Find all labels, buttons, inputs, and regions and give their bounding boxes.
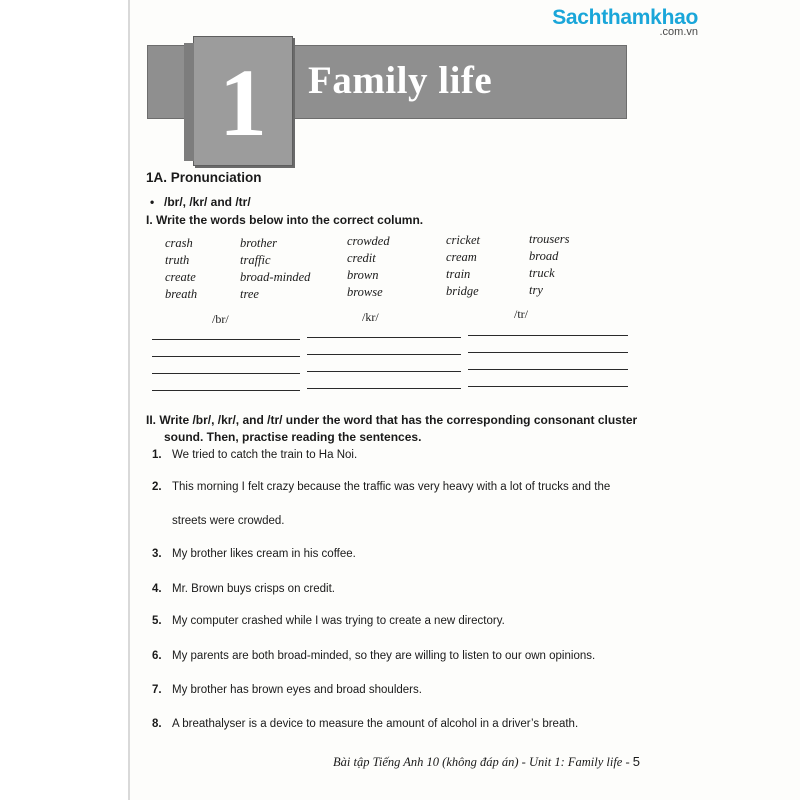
word-item: truth — [165, 253, 190, 267]
sentence-text: My parents are both broad-minded, so they are willing to listen to our own opinions. — [172, 650, 596, 662]
sentence — [152, 718, 578, 730]
footer-text: Bài tập Tiếng Anh 10 (không đáp án) - Unit 1: Family life - — [333, 755, 633, 769]
answer-line — [468, 369, 628, 370]
word-item: crash — [165, 236, 193, 250]
sentence — [152, 515, 285, 527]
exercise2-instruction-2: sound. Then, practise reading the sentences. — [164, 430, 422, 444]
word-item: breath — [165, 287, 198, 301]
sentence-text: streets were crowded. — [172, 515, 285, 527]
sentence — [152, 548, 356, 560]
sentence-number: 6. — [152, 650, 162, 662]
unit-number: 1 — [219, 49, 267, 156]
answer-line — [468, 386, 628, 387]
column-header-kr: /kr/ — [362, 310, 379, 324]
word-item: bridge — [446, 284, 479, 298]
sentence-text: My brother has brown eyes and broad shoulders. — [172, 684, 422, 696]
sentence-number: 2. — [152, 481, 162, 493]
page-number: 5 — [632, 754, 640, 769]
sentence-text: My brother likes cream in his coffee. — [172, 548, 356, 560]
answer-line — [152, 339, 300, 340]
section-title: 1A. Pronunciation — [146, 170, 262, 185]
answer-line — [307, 388, 461, 389]
word-item: trousers — [529, 232, 570, 246]
sentence — [152, 583, 335, 595]
sentence-text: A breathalyser is a device to measure the amount of alcohol in a driver’s breath. — [172, 718, 579, 730]
word-item: traffic — [240, 253, 271, 267]
word-item: create — [165, 270, 196, 284]
column-header-tr: /tr/ — [514, 307, 528, 321]
word-item: browse — [347, 285, 383, 299]
page-binding-margin — [0, 0, 128, 800]
watermark — [552, 6, 698, 38]
answer-line — [468, 335, 628, 336]
word-item: broad-minded — [240, 270, 311, 284]
sentence-number: 8. — [152, 718, 162, 730]
sentence-text: We tried to catch the train to Ha Noi. — [172, 449, 358, 461]
word-item: try — [529, 283, 543, 297]
sentence — [152, 650, 595, 662]
answer-line — [307, 371, 461, 372]
sentence-number: 4. — [152, 583, 162, 595]
sentence — [152, 449, 357, 461]
sentence-number: 1. — [152, 449, 162, 461]
bullet: • — [150, 195, 155, 209]
exercise2-instruction-1: II. Write /br/, /kr/, and /tr/ under the word that has the corresponding consonant cluster — [146, 413, 638, 427]
watermark-sub: .com.vn — [659, 26, 698, 38]
word-item: tree — [240, 287, 259, 301]
sentence-number: 7. — [152, 684, 162, 696]
word-item: truck — [529, 266, 555, 280]
exercise1-instruction: I. Write the words below into the correct column. — [146, 213, 424, 227]
word-item: cricket — [446, 233, 481, 247]
answer-line — [307, 354, 461, 355]
word-item: credit — [347, 251, 376, 265]
word-item: brother — [240, 236, 278, 250]
unit-number-box — [193, 36, 293, 166]
word-item: train — [446, 267, 471, 281]
word-item: cream — [446, 250, 477, 264]
sounds-text: /br/, /kr/ and /tr/ — [164, 195, 251, 209]
word-item: brown — [347, 268, 379, 282]
sentence-number: 3. — [152, 548, 162, 560]
word-item: broad — [529, 249, 559, 263]
answer-line — [152, 390, 300, 391]
page-footer — [333, 754, 640, 770]
answer-line — [307, 337, 461, 338]
watermark-main: Sachthamkhao — [552, 6, 698, 29]
sentence-text: My computer crashed while I was trying to create a new directory. — [172, 615, 505, 627]
sounds-line — [150, 195, 251, 209]
answer-line — [468, 352, 628, 353]
answer-line — [152, 356, 300, 357]
sentence — [152, 481, 610, 493]
word-item: crowded — [347, 234, 390, 248]
sentence-number: 5. — [152, 615, 162, 627]
unit-title: Family life — [308, 59, 493, 102]
answer-line — [152, 373, 300, 374]
column-header-br: /br/ — [212, 312, 229, 326]
sentence-text: Mr. Brown buys crisps on credit. — [172, 583, 335, 595]
sentence — [152, 615, 505, 627]
sentence-text: This morning I felt crazy because the traffic was very heavy with a lot of trucks and the — [172, 481, 611, 493]
sentence — [152, 684, 422, 696]
